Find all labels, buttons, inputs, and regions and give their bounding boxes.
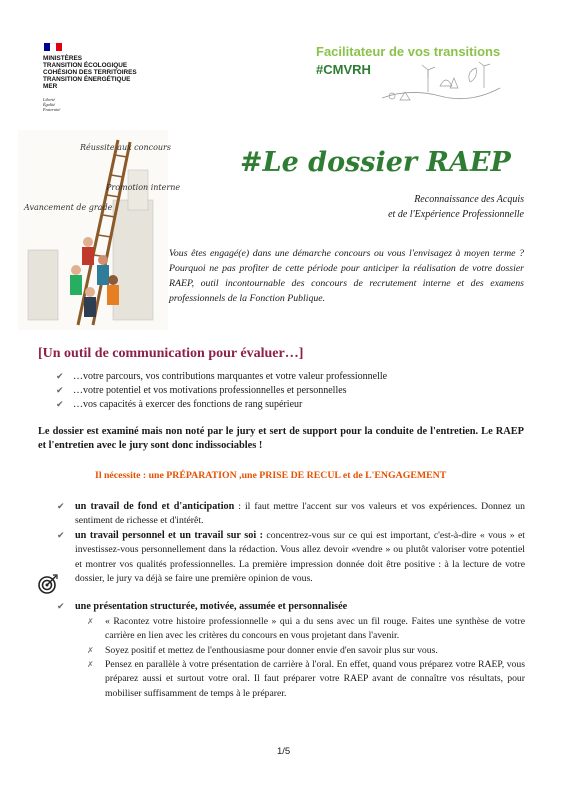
page-title: #Le dossier RAEP	[240, 147, 511, 178]
check-icon: ✔	[56, 386, 64, 396]
intro-paragraph: Vous êtes engagé(e) dans une démarche concours ou vous l'envisagez à moyen terme ? Pourquoi ne pas profiter de cette période pour anticiper la réalisation de votre dossier RAEP, outil incontournable des concours de recrutement interne et des examens professionnels de la Fonction Publique.	[169, 248, 524, 304]
check-icon: ✔	[56, 400, 64, 410]
item-lead: un travail de fond et d'anticipation	[75, 501, 235, 512]
sub-list-item	[87, 615, 525, 644]
subtitle	[388, 192, 524, 222]
list-item	[57, 529, 525, 587]
ministry-line: MINISTÈRES	[43, 55, 83, 62]
sub-item-text: Soyez positif et mettez de l'enthousiasme pour donner envie d'en savoir plus sur vous.	[105, 644, 438, 656]
illustration-sign-text: Réussite aux concours	[80, 143, 171, 152]
sub-list-item	[87, 644, 525, 658]
item-lead: une présentation structurée, motivée, assumée et personnalisée	[75, 601, 348, 613]
checklist	[56, 370, 526, 412]
sub-item-text: « Racontez votre histoire professionnelle » qui a du sens avec un fil rouge. Faites une synthèse de votre carrière en lien avec les critères du concours en vous projetant dans l'avenir.	[105, 615, 525, 642]
ministry-line: TRANSITION ÉCOLOGIQUE	[43, 62, 128, 69]
cross-icon: ✗	[87, 645, 94, 655]
list-item	[57, 500, 525, 529]
subtitle-line: et de l'Expérience Professionnelle	[388, 209, 524, 220]
brand-hashtag: #CMVRH	[316, 62, 371, 77]
page-number: 1/5	[277, 746, 291, 757]
cross-icon: ✗	[87, 660, 94, 670]
check-icon: ✔	[57, 602, 65, 613]
ministry-line: TRANSITION ÉNERGÉTIQUE	[43, 76, 131, 83]
motto-line: Fraternité	[43, 107, 61, 112]
requirements-line: Il nécessite : une PRÉPARATION ,une PRISE DE RECUL et de L'ENGAGEMENT	[95, 470, 447, 481]
cross-icon: ✗	[87, 616, 94, 626]
ministry-logo-text	[43, 55, 173, 90]
sub-item-text: Pensez en parallèle à votre présentation de carrière à l'oral. En effet, quand vous préparez votre RAEP, vous préparez aussi et surtout votre oral. Il faut préparer votre RAEP avant de connaître vos résultats, pour mobiliser suffisamment de temps à le préparer.	[105, 659, 525, 699]
list-item	[57, 600, 525, 614]
check-icon: ✔	[57, 502, 65, 512]
motto-line: Égalité	[43, 102, 56, 107]
motto-line: Liberté	[43, 97, 56, 102]
check-icon: ✔	[56, 372, 64, 382]
item-lead: un travail personnel et un travail sur soi :	[75, 529, 264, 541]
svg-text:Promotion interne	[105, 183, 180, 192]
key-statement: Le dossier est examiné mais non noté par le jury et sert de support pour la conduite de l'entretien. Le RAEP et l'entretien avec le jury sont donc indissociables !	[38, 426, 524, 451]
illustration-sign-text: Promotion interne	[106, 183, 181, 192]
svg-text:Avancement de grade	[23, 203, 113, 212]
list-item-text: …vos capacités à exercer des fonctions de rang supérieur	[73, 399, 303, 410]
brand-title: Facilitateur de vos transitions	[316, 44, 501, 59]
list-item	[56, 398, 526, 412]
target-icon	[38, 574, 58, 594]
item-text: concentrez-vous sur ce qui est important, c'est-à-dire « vous » et investissez-vous personnellement dans la rédaction. Vous allez devoir «vendre » ou plutôt valoriser votre potentiel et montrer vos qualités professionnelles. La première impression donnée doit être positive : à la lecture de votre dossier, le jury va déjà se faire une première opinion de vous.	[75, 529, 525, 585]
check-icon: ✔	[57, 530, 65, 541]
list-item	[56, 384, 526, 398]
subtitle-line: Reconnaissance des Acquis	[414, 194, 524, 205]
section-title: [Un outil de communication pour évaluer…]	[38, 346, 304, 361]
list-item-text: …votre parcours, vos contributions marquantes et votre valeur professionnelle	[73, 371, 388, 382]
illustration-sign-text: Avancement de grade	[24, 203, 113, 212]
republic-motto	[43, 97, 60, 112]
item-text: : il faut mettre l'accent sur vos valeurs et vos expériences. Donnez un sentiment de richesse et d'intérêt.	[75, 501, 525, 527]
list-item-text: …votre potentiel et vos motivations professionnelles et personnelles	[73, 385, 347, 396]
brand-line-drawing-icon	[380, 58, 520, 110]
ministry-line: MER	[43, 83, 58, 90]
sub-list-item	[87, 658, 525, 701]
requirements-list	[57, 500, 525, 701]
list-item	[56, 370, 526, 384]
ministry-line: COHÉSION DES TERRITOIRES	[43, 69, 137, 76]
ladder-illustration	[18, 130, 181, 330]
marianne-flag-icon	[44, 43, 62, 51]
svg-text:Réussite aux concours	[79, 143, 171, 152]
